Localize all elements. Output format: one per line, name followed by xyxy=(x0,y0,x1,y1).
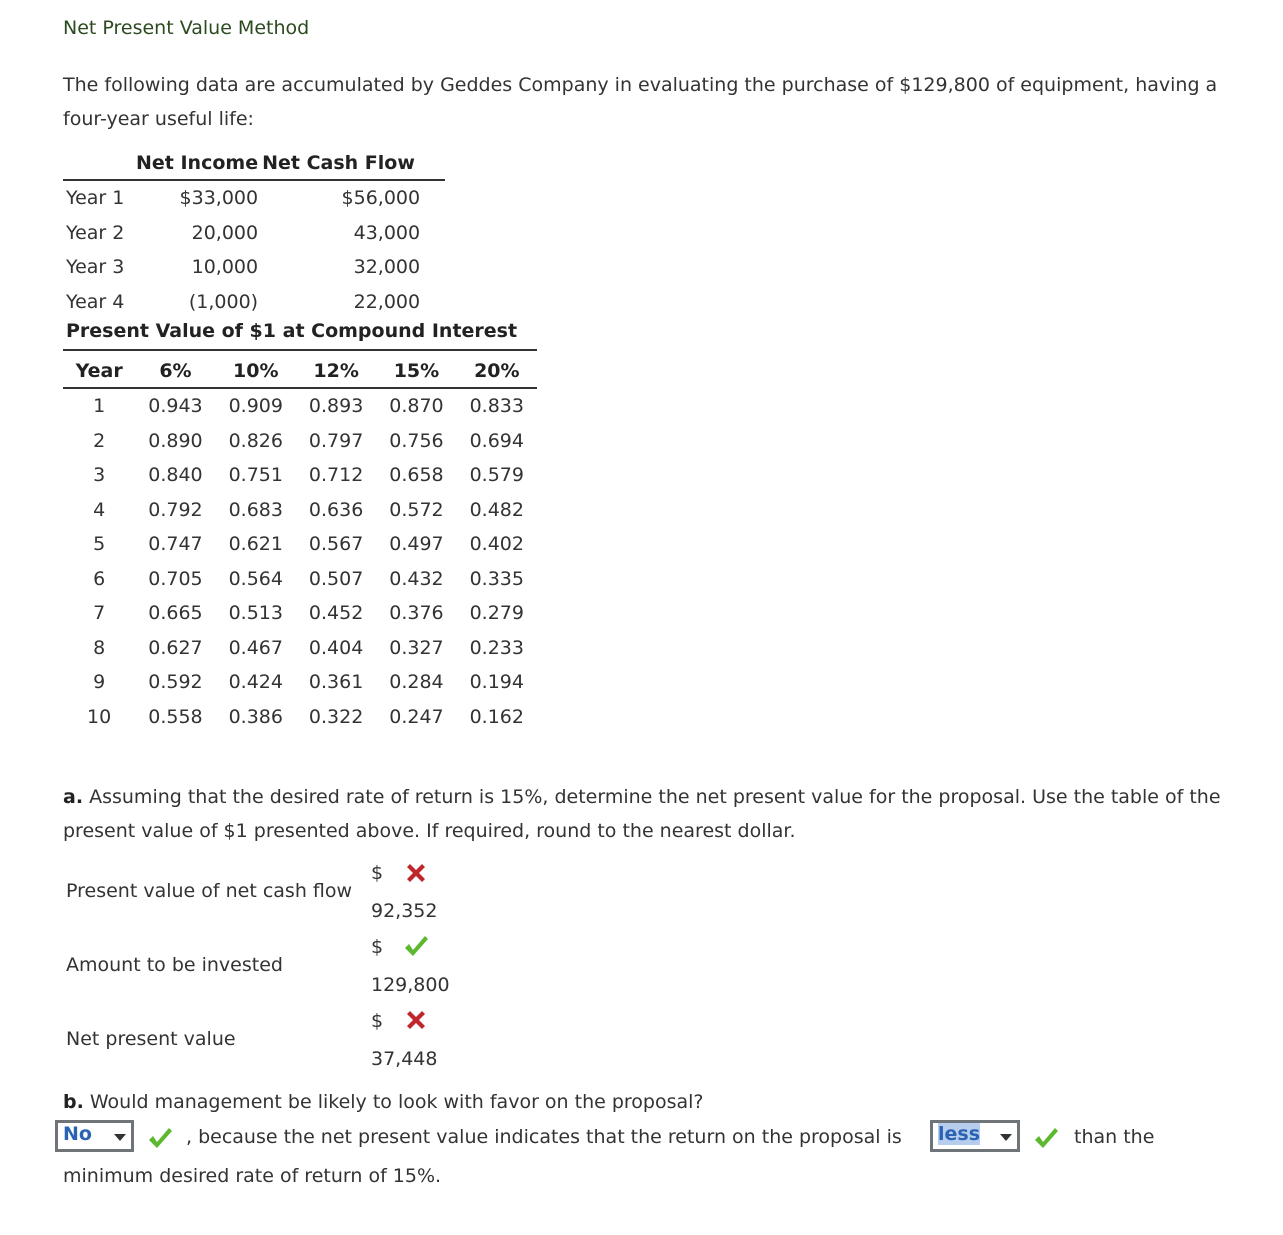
pv-factor-cell: 0.712 xyxy=(308,464,364,487)
amount-invested-label: Amount to be invested xyxy=(66,954,283,976)
pv-factor-cell: 0.579 xyxy=(469,464,524,487)
table-row xyxy=(63,700,537,735)
pv-factor-cell: 0.467 xyxy=(228,636,283,659)
pv-header-rate: 20% xyxy=(457,354,537,388)
pv-header-year: Year xyxy=(63,354,135,388)
cash-flow-header-blank xyxy=(63,147,136,180)
net-income-value: (1,000) xyxy=(188,290,259,313)
than-the-text: than the xyxy=(1074,1126,1155,1148)
pv-factor-cell: 0.327 xyxy=(389,636,444,659)
net-present-value-answer[interactable]: 37,448 xyxy=(371,1048,438,1070)
pv-year-cell: 8 xyxy=(93,636,106,659)
currency-symbol: $ xyxy=(371,936,384,958)
pv-factor-cell: 0.507 xyxy=(308,567,364,590)
table-row xyxy=(63,493,537,528)
correct-check-icon xyxy=(403,933,429,959)
pv-factor-cell: 0.233 xyxy=(469,636,524,659)
pv-factor-cell: 0.558 xyxy=(148,705,203,728)
pv-factor-cell: 0.322 xyxy=(308,705,364,728)
pv-year-cell: 7 xyxy=(93,602,106,625)
question-a-text: Assuming that the desired rate of return is 15%, determine the net present value for the proposal. Use the table of the present value of $1 presented above. If required, round to the nearest dollar. xyxy=(63,786,1221,842)
year-label: Year 2 xyxy=(66,221,125,244)
pv-factor-cell: 0.162 xyxy=(469,705,524,728)
pv-factor-cell: 0.432 xyxy=(389,567,444,590)
pv-year-cell: 10 xyxy=(87,705,112,728)
question-a-label: a. xyxy=(63,786,84,808)
net-income-header: Net Income xyxy=(136,147,258,180)
correct-check-icon xyxy=(147,1125,173,1151)
net-income-value: $33,000 xyxy=(179,187,259,210)
incorrect-x-icon xyxy=(403,860,429,886)
favor-select-inner[interactable] xyxy=(58,1123,131,1149)
pv-factor-cell: 0.386 xyxy=(228,705,283,728)
pv-year-cell: 3 xyxy=(93,464,106,487)
pv-factor-cell: 0.797 xyxy=(308,429,364,452)
year-label: Year 3 xyxy=(66,256,125,279)
correct-check-icon xyxy=(1033,1125,1059,1151)
pv-factor-cell: 0.756 xyxy=(389,429,444,452)
pv-factor-cell: 0.683 xyxy=(228,498,283,521)
pv-factor-cell: 0.893 xyxy=(308,395,364,418)
question-b xyxy=(63,1091,704,1113)
comparison-select-value[interactable]: less xyxy=(938,1123,981,1145)
net-income-value: 20,000 xyxy=(191,221,259,244)
intro-paragraph: The following data are accumulated by Geddes Company in evaluating the purchase of $129,800 of equipment, having a four-year useful life: xyxy=(63,74,1218,130)
pv-factor-cell: 0.909 xyxy=(228,395,283,418)
table-row xyxy=(63,527,537,562)
pv-factor-cell: 0.404 xyxy=(308,636,364,659)
pv-factor-cell: 0.826 xyxy=(228,429,283,452)
pv-factor-cell: 0.247 xyxy=(389,705,444,728)
pv-factor-cell: 0.482 xyxy=(469,498,524,521)
incorrect-x-icon xyxy=(403,1007,429,1033)
table-row xyxy=(63,388,537,424)
table-row xyxy=(63,285,445,320)
net-cash-flow-header: Net Cash Flow xyxy=(258,147,445,180)
pv-factor-cell: 0.943 xyxy=(148,395,203,418)
pv-factor-cell: 0.424 xyxy=(228,671,283,694)
net-cash-flow-value: 32,000 xyxy=(353,256,421,279)
pv-factor-cell: 0.833 xyxy=(469,395,524,418)
pv-factor-cell: 0.592 xyxy=(148,671,203,694)
table-row xyxy=(63,562,537,597)
pv-factor-cell: 0.335 xyxy=(469,567,524,590)
table-row xyxy=(63,596,537,631)
pv-factor-cell: 0.890 xyxy=(148,429,203,452)
final-text: minimum desired rate of return of 15%. xyxy=(63,1165,442,1187)
pv-factor-cell: 0.564 xyxy=(228,567,283,590)
table-row xyxy=(63,631,537,666)
pv-factor-cell: 0.567 xyxy=(308,533,364,556)
pv-header-rate: 10% xyxy=(216,354,296,388)
pv-factor-cell: 0.497 xyxy=(389,533,444,556)
pv-factor-cell: 0.513 xyxy=(228,602,283,625)
pv-header-row xyxy=(63,354,537,388)
pv-header-rate: 15% xyxy=(376,354,456,388)
net-cash-flow-value: 22,000 xyxy=(353,290,421,313)
present-value-label: Present value of net cash flow xyxy=(66,880,353,902)
pv-factor-cell: 0.694 xyxy=(469,429,524,452)
table-row xyxy=(63,424,537,459)
pv-factor-cell: 0.840 xyxy=(148,464,203,487)
pv-factor-cell: 0.402 xyxy=(469,533,524,556)
question-b-text: Would management be likely to look with favor on the proposal? xyxy=(89,1091,704,1113)
pv-year-cell: 9 xyxy=(93,671,106,694)
net-cash-flow-value: 43,000 xyxy=(353,221,421,244)
pv-table xyxy=(63,354,537,734)
pv-year-cell: 4 xyxy=(93,498,106,521)
pv-year-cell: 6 xyxy=(93,567,106,590)
table-row xyxy=(63,665,537,700)
pv-factor-cell: 0.194 xyxy=(469,671,524,694)
cash-flow-header-row xyxy=(63,147,445,180)
pv-factor-cell: 0.665 xyxy=(148,602,203,625)
amount-invested-answer[interactable]: 129,800 xyxy=(371,974,450,996)
year-label: Year 1 xyxy=(66,187,125,210)
pv-year-cell: 5 xyxy=(93,533,106,556)
pv-table-body xyxy=(63,388,537,734)
pv-factor-cell: 0.376 xyxy=(389,602,444,625)
pv-factor-cell: 0.747 xyxy=(148,533,203,556)
pv-year-cell: 2 xyxy=(93,429,106,452)
net-income-value: 10,000 xyxy=(191,256,259,279)
pv-factor-cell: 0.452 xyxy=(308,602,364,625)
chevron-down-icon[interactable] xyxy=(1000,1134,1012,1141)
pv-factor-cell: 0.751 xyxy=(228,464,283,487)
reason-text: , because the net present value indicates that the return on the proposal is xyxy=(186,1126,902,1148)
pv-table-title: Present Value of $1 at Compound Interest xyxy=(63,320,537,351)
year-label: Year 4 xyxy=(66,290,125,313)
pv-factor-cell: 0.792 xyxy=(148,498,203,521)
pv-header-rate: 12% xyxy=(296,354,376,388)
question-b-label: b. xyxy=(63,1091,84,1113)
pv-factor-cell: 0.279 xyxy=(469,602,524,625)
pv-factor-cell: 0.870 xyxy=(389,395,444,418)
currency-symbol: $ xyxy=(371,1010,384,1032)
comparison-select[interactable] xyxy=(930,1120,1020,1152)
present-value-answer[interactable]: 92,352 xyxy=(371,900,438,922)
question-a xyxy=(63,780,1273,848)
page-title: Net Present Value Method xyxy=(63,17,310,39)
comparison-select-inner[interactable] xyxy=(933,1123,1017,1149)
pv-factor-cell: 0.627 xyxy=(148,636,203,659)
favor-select[interactable] xyxy=(55,1120,134,1152)
pv-factor-cell: 0.636 xyxy=(308,498,364,521)
table-row xyxy=(63,250,445,285)
favor-select-value[interactable]: No xyxy=(63,1123,92,1145)
pv-factor-cell: 0.284 xyxy=(389,671,444,694)
chevron-down-icon[interactable] xyxy=(114,1134,126,1141)
currency-symbol: $ xyxy=(371,862,384,884)
cash-flow-table xyxy=(63,147,445,319)
net-cash-flow-value: $56,000 xyxy=(341,187,421,210)
pv-year-cell: 1 xyxy=(93,395,106,418)
pv-factor-cell: 0.705 xyxy=(148,567,203,590)
table-row xyxy=(63,216,445,251)
net-present-value-label: Net present value xyxy=(66,1028,236,1050)
pv-factor-cell: 0.361 xyxy=(308,671,364,694)
table-row xyxy=(63,180,445,216)
table-row xyxy=(63,458,537,493)
pv-factor-cell: 0.658 xyxy=(389,464,444,487)
pv-header-rate: 6% xyxy=(135,354,215,388)
pv-factor-cell: 0.572 xyxy=(389,498,444,521)
pv-factor-cell: 0.621 xyxy=(228,533,283,556)
